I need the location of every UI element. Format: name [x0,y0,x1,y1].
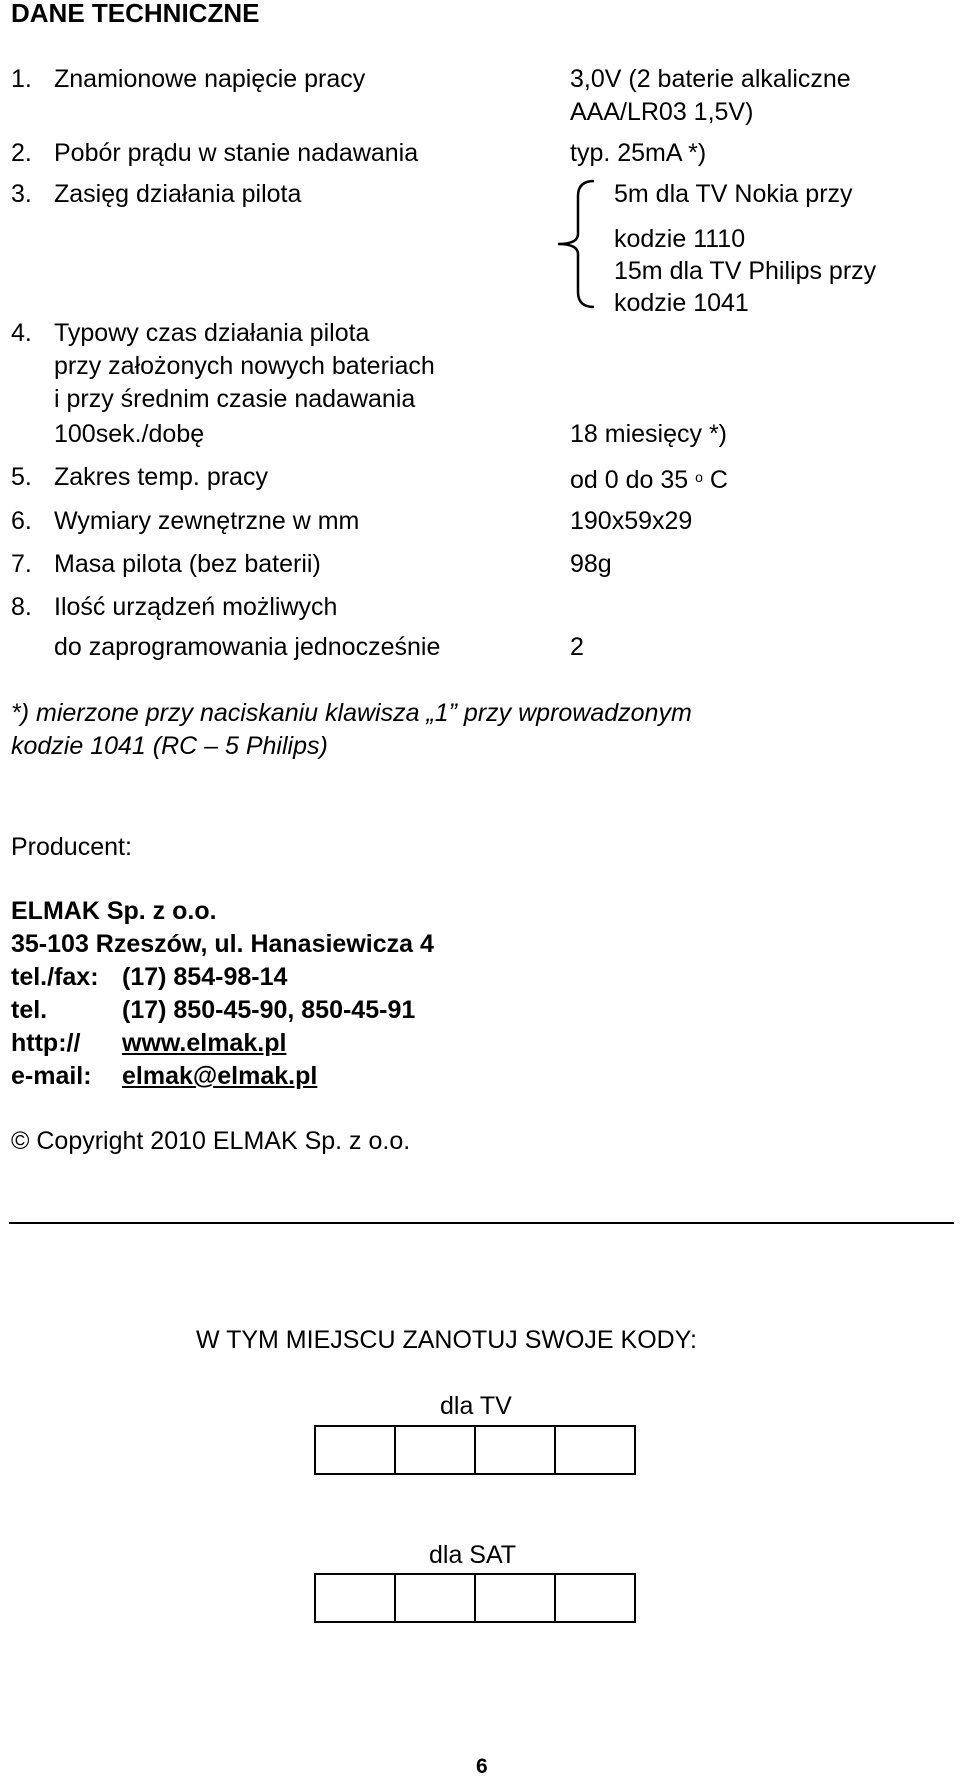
sat-codes-label: dla SAT [429,1541,517,1569]
spec-5-value: od 0 do 35 [570,466,689,494]
website-link[interactable]: www.elmak.pl [122,1029,287,1057]
producer-heading: Producent: [11,833,132,861]
footnote-line-2: kodzie 1041 (RC – 5 Philips) [11,732,328,760]
spec-7-number: 7. [11,550,32,578]
sat-code-boxes [314,1573,636,1623]
spec-5-number: 5. [11,463,32,491]
spec-1-number: 1. [11,65,32,93]
contact-label-tel: tel. [11,996,48,1024]
producer-address: 35-103 Rzeszów, ul. Hanasiewicza 4 [11,930,434,958]
spec-3-label: Zasięg działania pilota [54,180,302,208]
spec-6-label: Wymiary zewnętrzne w mm [54,507,360,535]
spec-2-label: Pobór prądu w stanie nadawania [54,139,419,167]
codes-heading: W TYM MIEJSCU ZANOTUJ SWOJE KODY: [196,1326,697,1354]
footnote-line-1: *) mierzone przy naciskaniu klawisza „1” przy wprowadzonym [11,699,692,727]
tv-code-box[interactable] [314,1425,396,1475]
spec-1-value-cont: AAA/LR03 1,5V) [570,98,754,126]
tv-code-box[interactable] [394,1425,476,1475]
spec-4-line-1: Typowy czas działania pilota [54,319,370,347]
spec-2-number: 2. [11,139,32,167]
spec-4-line-2: przy założonych nowych bateriach [54,352,435,380]
sat-code-box[interactable] [394,1573,476,1623]
producer-company: ELMAK Sp. z o.o. [11,897,217,925]
spec-8-value: 2 [570,633,584,661]
spec-8-line-2: do zaprogramowania jednocześnie [54,633,441,661]
horizontal-divider [9,1222,954,1224]
spec-5-value-wrap [570,462,728,495]
contact-label-http: http:// [11,1029,81,1057]
spec-4-line-3: i przy średnim czasie nadawania [54,385,416,413]
spec-4-number: 4. [11,319,32,347]
tv-code-box[interactable] [474,1425,556,1475]
spec-3-range-4: kodzie 1041 [614,289,749,317]
spec-4-value: 18 miesięcy *) [570,420,727,448]
spec-7-value: 98g [570,550,612,578]
spec-6-number: 6. [11,507,32,535]
spec-3-range-3: 15m dla TV Philips przy [614,257,877,285]
spec-6-value: 190x59x29 [570,507,693,535]
contact-label-email: e-mail: [11,1062,92,1090]
sat-code-box[interactable] [314,1573,396,1623]
sat-code-box[interactable] [474,1573,556,1623]
spec-3-number: 3. [11,180,32,208]
spec-2-value: typ. 25mA *) [570,139,707,167]
spec-3-range-1: 5m dla TV Nokia przy [614,180,853,208]
spec-1-label: Znamionowe napięcie pracy [54,65,366,93]
page-title: DANE TECHNICZNE [11,0,260,28]
sat-code-box[interactable] [554,1573,636,1623]
curly-brace-icon [550,178,600,310]
contact-label-telfax: tel./fax: [11,963,99,991]
spec-5-unit: C [709,466,728,494]
spec-3-range-2: kodzie 1110 [614,225,746,253]
spec-5-label: Zakres temp. pracy [54,463,268,491]
tv-code-boxes [314,1425,636,1475]
page-number: 6 [476,1755,488,1778]
spec-7-label: Masa pilota (bez baterii) [54,550,321,578]
copyright-notice: © Copyright 2010 ELMAK Sp. z o.o. [11,1127,411,1155]
email-link[interactable]: elmak@elmak.pl [122,1062,318,1090]
spec-8-line-1: Ilość urządzeń możliwych [54,593,338,621]
tv-code-box[interactable] [554,1425,636,1475]
spec-4-line-4: 100sek./dobę [54,420,205,448]
tv-codes-label: dla TV [440,1392,512,1420]
contact-value-tel: (17) 850-45-90, 850-45-91 [122,996,416,1024]
degree-sign: o [695,469,703,485]
contact-value-telfax: (17) 854-98-14 [122,963,288,991]
spec-1-value: 3,0V (2 baterie alkaliczne [570,65,851,93]
spec-8-number: 8. [11,593,32,621]
